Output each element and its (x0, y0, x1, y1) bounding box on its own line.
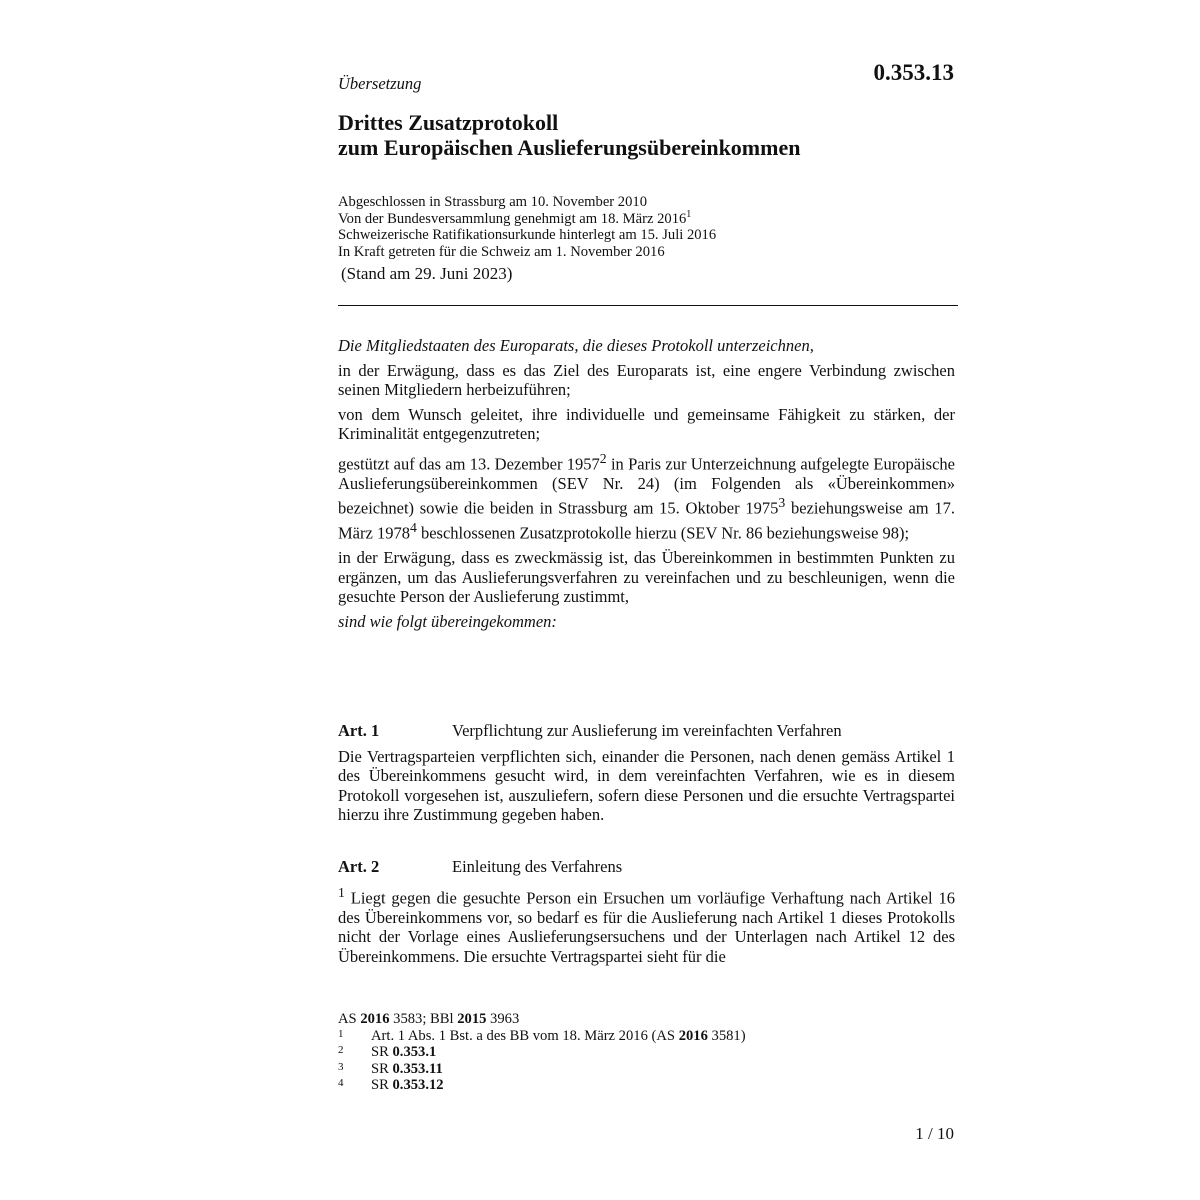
footnote-number: 1 (338, 1027, 344, 1040)
article-2 (338, 857, 955, 966)
preamble-paragraph: in der Erwägung, dass es zweckmässig ist, das Übereinkommen in bestimmten Punkten zu ergänzen, um das Auslieferungsverfahren zu vereinfachen und zu beschleunigen, wenn die gesuchte Person der Auslieferung zustimmt, (338, 548, 955, 606)
footnote-1 (338, 1028, 746, 1045)
bbl-page: 3963 (486, 1011, 520, 1027)
footnotes (338, 1011, 746, 1094)
as-prefix: AS (338, 1011, 361, 1027)
as-year: 2016 (360, 1011, 390, 1027)
paragraph-number: 1 (338, 884, 345, 900)
meta-ratification: Schweizerische Ratifikationsurkunde hinterlegt am 15. Juli 2016 (338, 227, 717, 243)
sr-number: 0.353.13 (873, 60, 954, 85)
meta-concluded: Abgeschlossen in Strassburg am 10. November 2010 (338, 194, 647, 210)
meta-approved (338, 208, 716, 228)
document-page (338, 0, 958, 1200)
article-number: Art. 1 (338, 721, 380, 740)
meta-approved-text: Von der Bundesversammlung genehmigt am 18. März 2016 (338, 210, 687, 227)
footnote-number: 3 (338, 1060, 344, 1073)
preamble-text: in Paris zur Unterzeichnung aufgelegte Europäische Auslieferungsübereinkommen (SEV Nr. 24) (im Folgenden als «Übereinkommen» bezeichnet) sowie die beiden in Strassburg am 15. Oktober 1975 (338, 454, 955, 518)
footnote-text-bold[interactable]: 0.353.1 (392, 1044, 437, 1060)
article-heading (338, 857, 955, 877)
footnote-ref-4[interactable]: 4 (409, 520, 417, 535)
footnote-text (371, 1044, 436, 1061)
title-line-1: Drittes Zusatzprotokoll (338, 110, 559, 135)
footnote-text-bold[interactable]: 0.353.11 (392, 1060, 443, 1077)
document-metadata (338, 194, 716, 260)
status-date: (Stand am 29. Juni 2023) (341, 264, 513, 283)
as-page: 3583; BBl (389, 1011, 458, 1027)
article-title: Einleitung des Verfahrens (452, 857, 623, 876)
preamble-text: beschlossenen Zusatzprotokolle hierzu (SEV Nr. 86 beziehungsweise 98); (416, 523, 910, 543)
footnote-ref-3[interactable]: 3 (778, 495, 786, 510)
article-title: Verpflichtung zur Auslieferung im vereinfachten Verfahren (452, 721, 842, 740)
article-heading (338, 721, 955, 741)
article-number: Art. 2 (338, 857, 380, 876)
bbl-year: 2015 (457, 1011, 487, 1027)
article-1 (338, 721, 955, 825)
preamble-paragraph: in der Erwägung, dass es das Ziel des Europarats ist, eine engere Verbindung zwischen seinen Mitgliedern herbeizuführen; (338, 360, 955, 399)
footnote-text (371, 1061, 443, 1078)
document-title (338, 110, 800, 160)
preamble-text: beziehungsweise am 17. März 1978 (338, 498, 956, 543)
footnote-3 (338, 1061, 746, 1078)
preamble-closing: sind wie folgt übereingekommen: (338, 611, 557, 631)
preamble-paragraph: von dem Wunsch geleitet, ihre individuelle und gemeinsame Fähigkeit zu stärken, der Kriminalität entgegenzutreten; (338, 404, 955, 443)
article-paragraph-text: Liegt gegen die gesuchte Person ein Ersuchen um vorläufige Verhaftung nach Artikel 16 des Übereinkommens vor, so bedarf es für die Auslieferung nach Artikel 1 dieses Protokolls nicht der Vorlage eines Auslieferungsersuchens und der Unterlagen nach Artikel 12 des Übereinkommens. Die ersuchte Vertragspartei sieht für die (338, 888, 955, 966)
footnote-text-pre: SR (371, 1077, 393, 1093)
footnote-text-bold: 2016 (678, 1027, 708, 1044)
preamble-intro: Die Mitgliedstaaten des Europarats, die dieses Protokoll unterzeichnen, (338, 336, 814, 355)
footnote-text-post: 3581) (707, 1027, 746, 1044)
article-text (338, 883, 955, 967)
footnote-4 (338, 1077, 746, 1094)
footnote-text (371, 1028, 746, 1045)
footnote-text-pre: SR (371, 1044, 393, 1060)
preamble-paragraph (338, 449, 955, 544)
footnote-number: 2 (338, 1044, 344, 1056)
meta-in-force: In Kraft getreten für die Schweiz am 1. November 2016 (338, 243, 665, 260)
footnote-text-bold[interactable]: 0.353.12 (392, 1077, 444, 1093)
footnote-ref-1[interactable]: 1 (686, 208, 692, 220)
official-reference (338, 1011, 746, 1028)
article-text: Die Vertragsparteien verpflichten sich, einander die Personen, nach denen gemäss Artikel 1 des Übereinkommens gesucht wird, in dem vereinfachten Verfahren, wie es in diesem Protokoll vorgesehen ist, auszuliefern, sofern diese Personen und die ersuchte Vertragspartei hierzu ihre Zustimmung gegeben haben. (338, 746, 955, 824)
footnote-text (371, 1077, 444, 1094)
footnote-ref-2[interactable]: 2 (599, 450, 607, 466)
preamble (338, 336, 955, 636)
title-line-2: zum Europäischen Auslieferungsübereinkommen (338, 135, 801, 160)
header-divider (338, 305, 958, 306)
translation-label: Übersetzung (338, 74, 422, 93)
footnote-text-pre: Art. 1 Abs. 1 Bst. a des BB vom 18. März 2016 (AS (371, 1027, 679, 1044)
footnote-2 (338, 1044, 746, 1061)
footnote-number: 4 (338, 1077, 344, 1089)
footnote-text-pre: SR (371, 1060, 393, 1077)
page-number: 1 / 10 (915, 1124, 954, 1143)
preamble-text: gestützt auf das am 13. Dezember 1957 (338, 454, 600, 473)
